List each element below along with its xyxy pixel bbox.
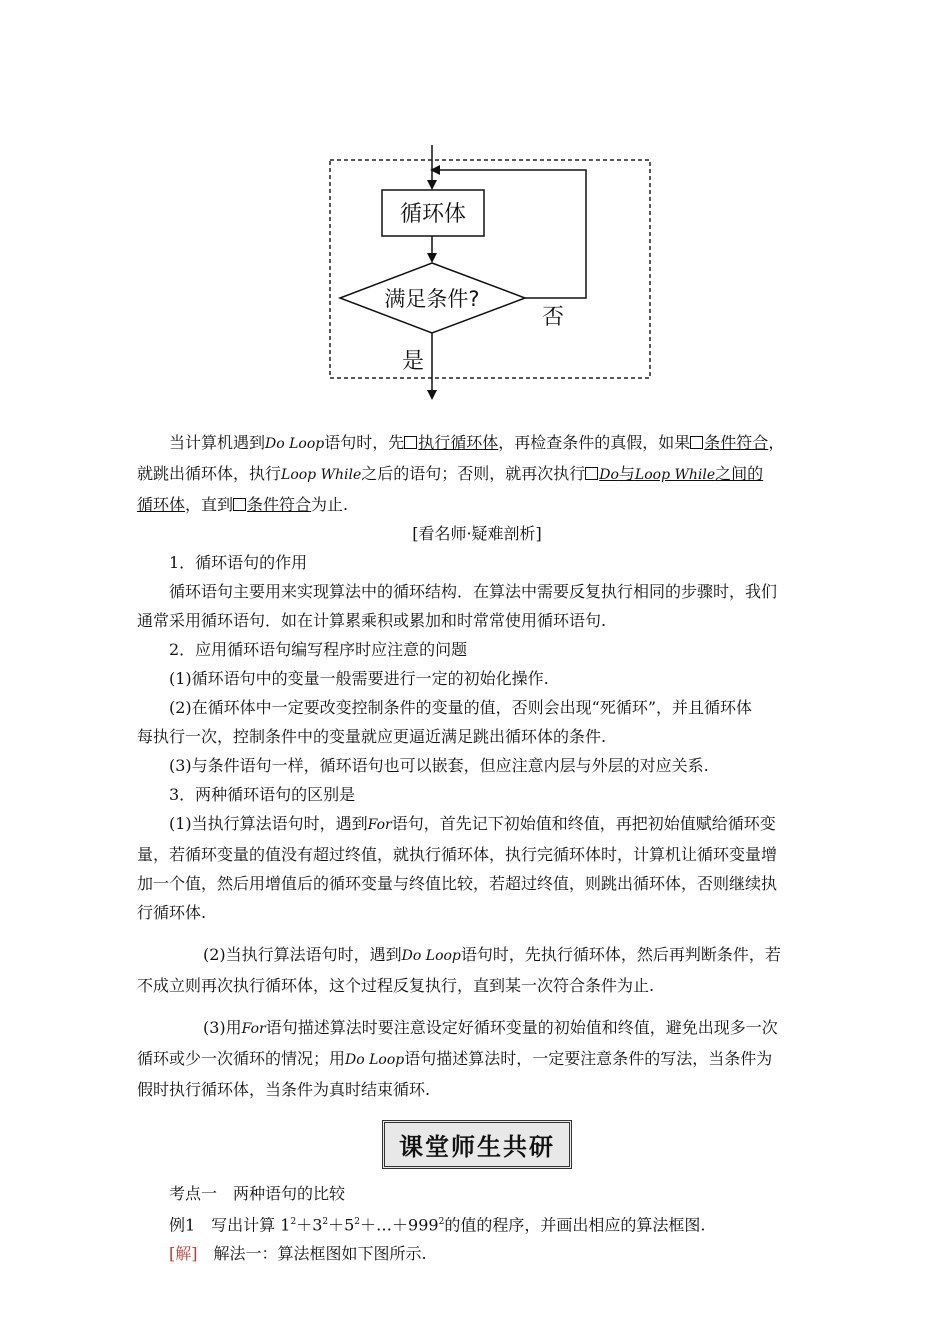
s3-i2-line1 — [137, 940, 817, 971]
s2-item1: (1)循环语句中的变量一般需要进行一定的初始化操作. — [169, 669, 549, 688]
s3-i3-line1 — [137, 1013, 817, 1044]
s1-line1: 循环语句主要用来实现算法中的循环结构．在算法中需要反复执行相同的步骤时，我们 — [169, 582, 778, 601]
text: ，再检查条件的真假，如果 — [498, 433, 691, 452]
for-keyword: For — [367, 817, 392, 833]
superscript: 2 — [438, 1217, 445, 1227]
key-point-title: 考点一 两种语句的比较 — [169, 1184, 346, 1203]
text: 的值的程序，并画出相应的算法框图. — [444, 1215, 706, 1235]
s3-i1-line4: 行循环体. — [137, 903, 207, 922]
do-keyword: Do — [599, 467, 619, 483]
example-1 — [137, 1208, 817, 1239]
text: (1)当执行算法语句时，遇到 — [169, 814, 368, 833]
blank-fill-1 — [404, 433, 498, 452]
loop-while-keyword: Loop While — [634, 467, 716, 483]
s2-title: 2．应用循环语句编写程序时应注意的问题 — [169, 640, 468, 659]
s3-i1-line2: 量，若循环变量的值没有超过终值，就执行循环体，执行完循环体时，计算机让循环变量增 — [137, 845, 778, 864]
body-to-cond-arrowhead — [427, 253, 437, 263]
fill-text: 之间的 — [715, 464, 764, 483]
para1-line2 — [137, 459, 817, 490]
s3-i1-line3: 加一个值，然后用增值后的循环变量与终值比较，若超过终值，则跳出循环体，否则继续执 — [137, 874, 778, 893]
text: 为止. — [311, 495, 349, 514]
text: (2)当执行算法语句时，遇到 — [203, 945, 402, 964]
yes-branch-arrowhead — [427, 390, 437, 400]
blank-box-icon — [690, 436, 703, 449]
text: ＋3 — [296, 1215, 323, 1235]
text: ＋5 — [328, 1215, 355, 1235]
yes-label: 是 — [402, 349, 425, 374]
s2-item3: (3)与条件语句一样，循环语句也可以嵌套，但应注意内层与外层的对应关系. — [169, 756, 709, 775]
s1-title: 1．循环语句的作用 — [169, 553, 308, 572]
blank-fill-4 — [233, 495, 311, 514]
text: 语句描述算法时要注意设定好循环变量的初始值和终值，避免出现多一次 — [265, 1018, 778, 1037]
superscript: 2 — [322, 1217, 329, 1227]
for-keyword: For — [241, 1021, 266, 1037]
para1-line1 — [137, 428, 817, 459]
para1-line3 — [137, 490, 817, 519]
banner-wrap — [137, 1120, 817, 1169]
loop-body-label: 循环体 — [399, 202, 467, 227]
condition-label: 满足条件? — [384, 287, 480, 311]
text: 语句，首先记下初始值和终值，再把初始值赋给循环变 — [391, 814, 776, 833]
blank-box-icon — [233, 498, 246, 511]
blank-box-icon — [404, 436, 417, 449]
loop-flowchart — [320, 140, 680, 410]
section-heading: [看名师·疑难剖析] — [412, 524, 542, 543]
text: 当计算机遇到 — [169, 433, 266, 452]
s3-i1-line1 — [137, 809, 817, 840]
blank-fill-3 — [585, 464, 763, 483]
do-loop-keyword: Do Loop — [345, 1052, 405, 1068]
blank-fill-2 — [690, 433, 768, 452]
fill-text: 与 — [618, 464, 635, 483]
text: 例1 写出计算 1 — [169, 1215, 291, 1235]
entry-arrowhead — [427, 180, 437, 190]
do-loop-keyword: Do Loop — [265, 436, 325, 452]
s3-i3-line2 — [137, 1044, 817, 1075]
superscript: 2 — [354, 1217, 361, 1227]
no-label: 否 — [542, 305, 565, 330]
text: ， — [768, 433, 785, 452]
text: ＋…＋999 — [360, 1215, 439, 1235]
fill-text: 条件符合 — [247, 495, 312, 514]
do-loop-keyword: Do Loop — [401, 948, 461, 964]
blank-box-icon — [585, 467, 598, 480]
solution-line — [137, 1239, 817, 1268]
text: (3)用 — [203, 1018, 242, 1037]
text: 循环或少一次循环的情况；用 — [137, 1049, 346, 1068]
dashed-frame — [330, 160, 650, 378]
s2-item2-line1: (2)在循环体中一定要改变控制条件的变量的值，否则会出现“死循环”，并且循环体 — [169, 698, 753, 717]
solution-tag: [解] — [169, 1244, 198, 1264]
content — [137, 428, 817, 1268]
s3-i3-line3: 假时执行循环体，当条件为真时结束循环. — [137, 1080, 431, 1099]
text: 就跳出循环体，执行 — [137, 464, 282, 483]
text: 之后的语句；否则，就再次执行 — [361, 464, 586, 483]
text: 语句时，先 — [324, 433, 405, 452]
s2-item2-line2: 每执行一次，控制条件中的变量就应更逼近满足跳出循环体的条件. — [137, 727, 607, 746]
fill-text: 条件符合 — [704, 433, 769, 452]
fill-text: 执行循环体 — [418, 433, 499, 452]
section-banner: 课堂师生共研 — [382, 1120, 572, 1169]
loop-while-keyword: Loop While — [281, 467, 362, 483]
text: 解法一：算法框图如下图所示. — [197, 1244, 427, 1264]
blank-fill-3-cont: 循环体 — [137, 495, 186, 514]
s3-title: 3．两种循环语句的区别是 — [169, 785, 356, 804]
text: 语句时，先执行循环体，然后再判断条件，若 — [460, 945, 781, 964]
s1-line2: 通常采用循环语句．如在计算累乘积或累加和时常常使用循环语句. — [137, 611, 607, 630]
text: 语句描述算法时，一定要注意条件的写法，当条件为 — [404, 1049, 773, 1068]
text: ，直到 — [185, 495, 234, 514]
s3-i2-line2: 不成立则再次执行循环体，这个过程反复执行，直到某一次符合条件为止. — [137, 976, 655, 995]
superscript: 2 — [290, 1217, 297, 1227]
